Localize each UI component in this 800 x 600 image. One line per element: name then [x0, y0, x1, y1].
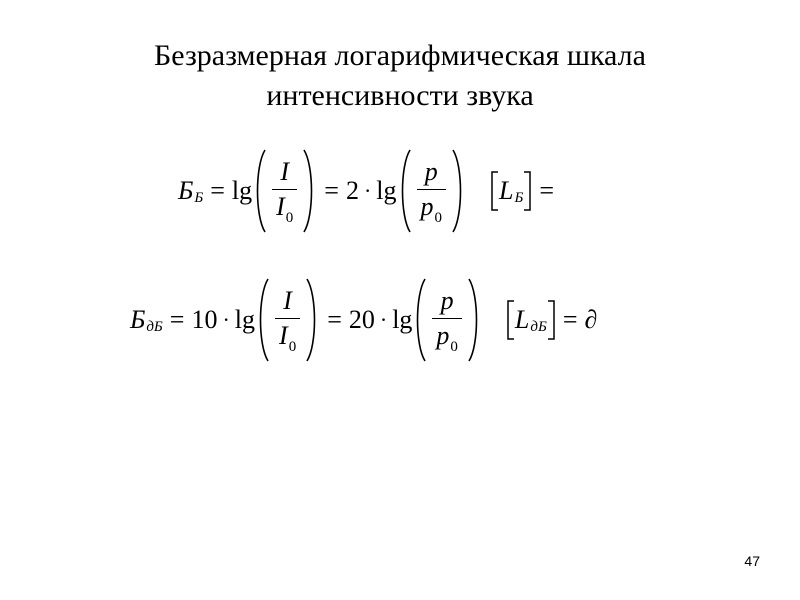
title-line-2: интенсивности звука — [266, 79, 534, 112]
right-paren-icon — [450, 148, 466, 234]
left-paren-icon — [412, 277, 428, 363]
lg-operator: lg — [231, 176, 253, 205]
formula-decibel — [130, 276, 597, 364]
fraction-numerator: I — [283, 285, 292, 315]
unit-value: ∂ — [584, 305, 598, 334]
slide-title — [0, 36, 800, 116]
fraction-denominator: $p_0$ — [420, 191, 443, 226]
fraction-bar — [432, 318, 462, 319]
unit-subscript: дБ — [530, 318, 547, 335]
equals-sign: = — [169, 305, 185, 334]
fraction-denominator: $p_0$ — [436, 320, 458, 355]
left-bracket-icon — [506, 300, 515, 340]
page-number: 47 — [744, 553, 760, 569]
fraction-bar — [417, 189, 447, 190]
left-bracket-icon — [490, 171, 499, 211]
multiply-dot: · — [379, 307, 388, 332]
right-bracket-icon — [547, 300, 556, 340]
right-paren-icon — [466, 277, 482, 363]
multiply-dot: · — [363, 178, 372, 203]
equals-sign: = — [562, 305, 578, 334]
formula-bel — [178, 147, 561, 235]
fraction-bar — [275, 318, 300, 319]
fraction-numerator: p — [424, 156, 438, 186]
title-line-1: Безразмерная логарифмическая шкала — [154, 39, 646, 72]
unit-symbol: L — [499, 176, 514, 205]
lg-operator: lg — [234, 305, 256, 334]
equals-sign: = — [327, 305, 342, 334]
left-paren-icon — [397, 148, 413, 234]
decibel-symbol: Б — [130, 305, 146, 334]
bel-symbol: Б — [178, 176, 194, 205]
right-bracket-icon — [523, 171, 532, 211]
intensity-ratio — [272, 157, 297, 226]
fraction-numerator: p — [440, 285, 454, 315]
fraction-denominator: $I_0$ — [276, 191, 294, 226]
pressure-ratio — [432, 286, 462, 355]
left-paren-icon — [255, 277, 271, 363]
fraction-bar — [272, 189, 297, 190]
fraction-numerator: I — [280, 156, 290, 186]
multiply-dot: · — [222, 307, 230, 332]
coefficient: 2 — [345, 176, 359, 205]
fraction-denominator: $I_0$ — [279, 320, 297, 355]
lg-operator: lg — [392, 305, 413, 334]
right-paren-icon — [301, 148, 317, 234]
lg-operator: lg — [376, 176, 397, 205]
decibel-subscript: дБ — [146, 318, 163, 335]
left-paren-icon — [252, 148, 268, 234]
bel-subscript: Б — [194, 189, 204, 206]
coefficient: 10 — [191, 305, 218, 334]
unit-symbol: L — [514, 305, 530, 334]
unit-subscript: Б — [514, 189, 524, 206]
pressure-ratio — [417, 157, 447, 226]
intensity-ratio — [275, 286, 300, 355]
coefficient: 20 — [348, 305, 375, 334]
equals-sign: = — [324, 176, 339, 205]
equals-sign: = — [210, 176, 225, 205]
equals-sign: = — [539, 176, 555, 205]
right-paren-icon — [304, 277, 320, 363]
